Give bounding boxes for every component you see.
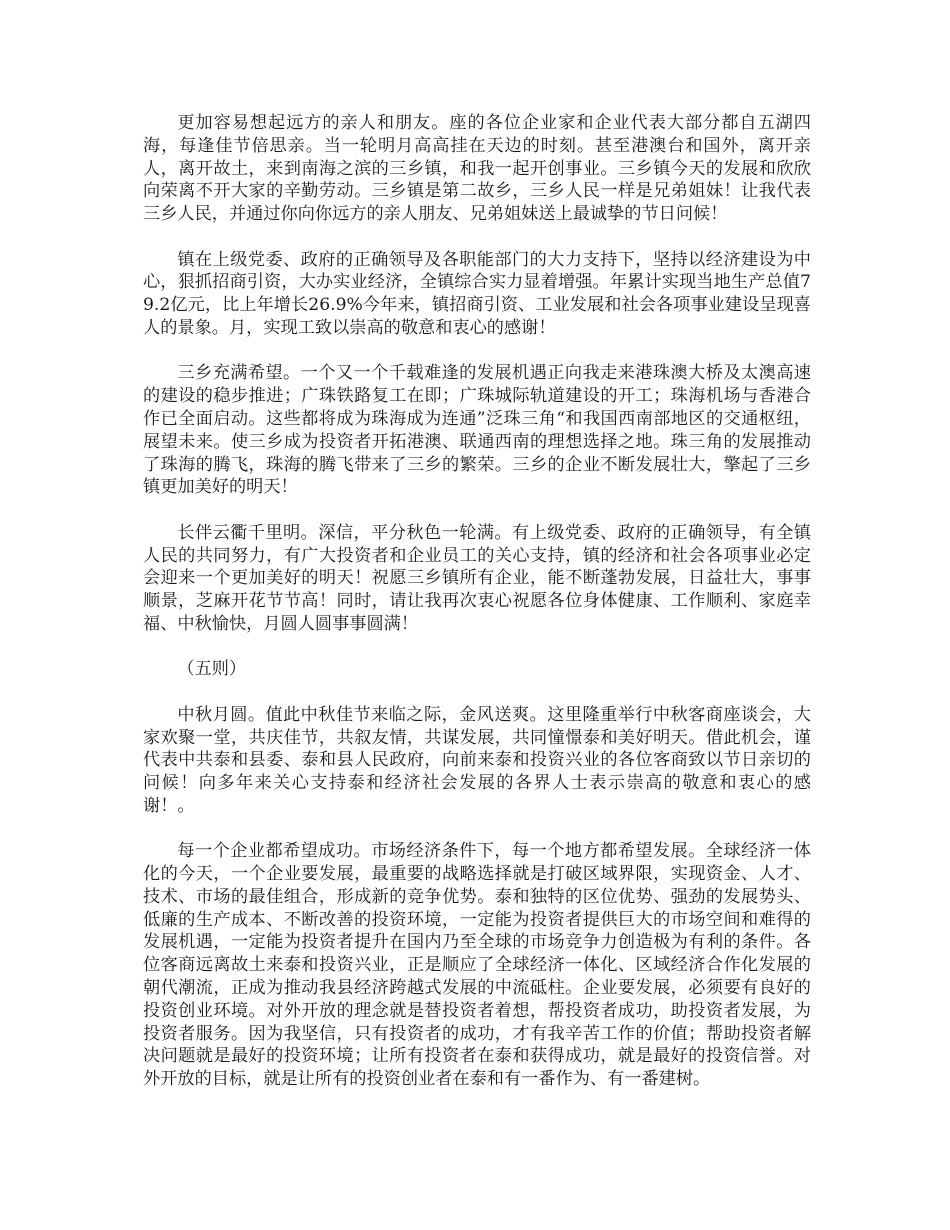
paragraph-4: 长伴云衢千里明。深信，平分秋色一轮满。有上级党委、政府的正确领导，有全镇人民的共同努力，有广大投资者和企业员工的关心支持，镇的经济和社会各项事业必定会迎来一个更加美好的明天！祝愿三乡镇所有企业，能不断蓬勃发展，日益壮大，事事顺景，芝麻开花节节高！同时，请让我再次衷心祝愿各位身体健康、工作顺利、家庭幸福、中秋愉快，月圆人圆事事圆满！ <box>143 522 811 634</box>
paragraph-6: 每一个企业都希望成功。市场经济条件下，每一个地方都希望发展。全球经济一体化的今天，一个企业要发展，最重要的战略选择就是打破区域界限，实现资金、人才、技术、市场的最佳组合，形成新的竞争优势。泰和独特的区位优势、强劲的发展势头、低廉的生产成本、不断改善的投资环境，一定能为投资者提供巨大的市场空间和难得的发展机遇，一定能为投资者提升在国内乃至全球的市场竞争力创造极为有利的条件。各位客商远离故土来泰和投资兴业，正是顺应了全球经济一体化、区域经济合作化发展的朝代潮流，正成为推动我县经济跨越式发展的中流砥柱。企业要发展，必须要有良好的投资创业环境。对外开放的理念就是替投资者着想，帮投资者成功，助投资者发展，为投资者服务。因为我坚信，只有投资者的成功，才有我辛苦工作的价值；帮助投资者解决问题就是最好的投资环境；让所有投资者在泰和获得成功，就是最好的投资信誉。对外开放的目标，就是让所有的投资创业者在泰和有一番作为、有一番建树。 <box>143 841 811 1090</box>
section-heading: （五则） <box>177 659 247 680</box>
paragraph-3: 三乡充满希望。一个又一个千载难逢的发展机遇正向我走来港珠澳大桥及太澳高速的建设的稳步推进；广珠铁路复工在即；广珠城际轨道建设的开工；珠海机场与香港合作已全面启动。这些都将成为珠海成为连通”泛珠三角“和我国西南部地区的交通枢纽，展望未来。使三乡成为投资者开拓港澳、联通西南的理想选择之地。珠三角的发展推动了珠海的腾飞，珠海的腾飞带来了三乡的繁荣。三乡的企业不断发展壮大，擎起了三乡镇更加美好的明天！ <box>143 363 811 498</box>
document-body <box>143 112 811 1114</box>
paragraph-2: 镇在上级党委、政府的正确领导及各职能部门的大力支持下，坚持以经济建设为中心，狠抓招商引资，大办实业经济，全镇综合实力显着增强。年累计实现当地生产总值79.2亿元，比上年增长26.9%今年来，镇招商引资、工业发展和社会各项事业建设呈现喜人的景象。月，实现工致以崇高的敬意和衷心的感谢！ <box>143 249 811 338</box>
paragraph-1: 更加容易想起远方的亲人和朋友。座的各位企业家和企业代表大部分都自五湖四海，每逢佳节倍思亲。当一轮明月高高挂在天边的时刻。甚至港澳台和国外，离开亲人，离开故土，来到南海之滨的三乡镇，和我一起开创事业。三乡镇今天的发展和欣欣向荣离不开大家的辛勤劳动。三乡镇是第二故乡，三乡人民一样是兄弟姐妹！让我代表三乡人民，并通过你向你远方的亲人朋友、兄弟姐妹送上最诚挚的节日问候！ <box>143 113 811 225</box>
paragraph-5: 中秋月圆。值此中秋佳节来临之际，金风送爽。这里隆重举行中秋客商座谈会，大家欢聚一堂，共庆佳节，共叙友情，共谋发展，共同憧憬泰和美好明天。借此机会，谨代表中共泰和县委、泰和县人民政府，向前来泰和投资兴业的各位客商致以节日亲切的问候！向多年来关心支持泰和经济社会发展的各界人士表示崇高的敬意和衷心的感谢！。 <box>143 704 811 816</box>
